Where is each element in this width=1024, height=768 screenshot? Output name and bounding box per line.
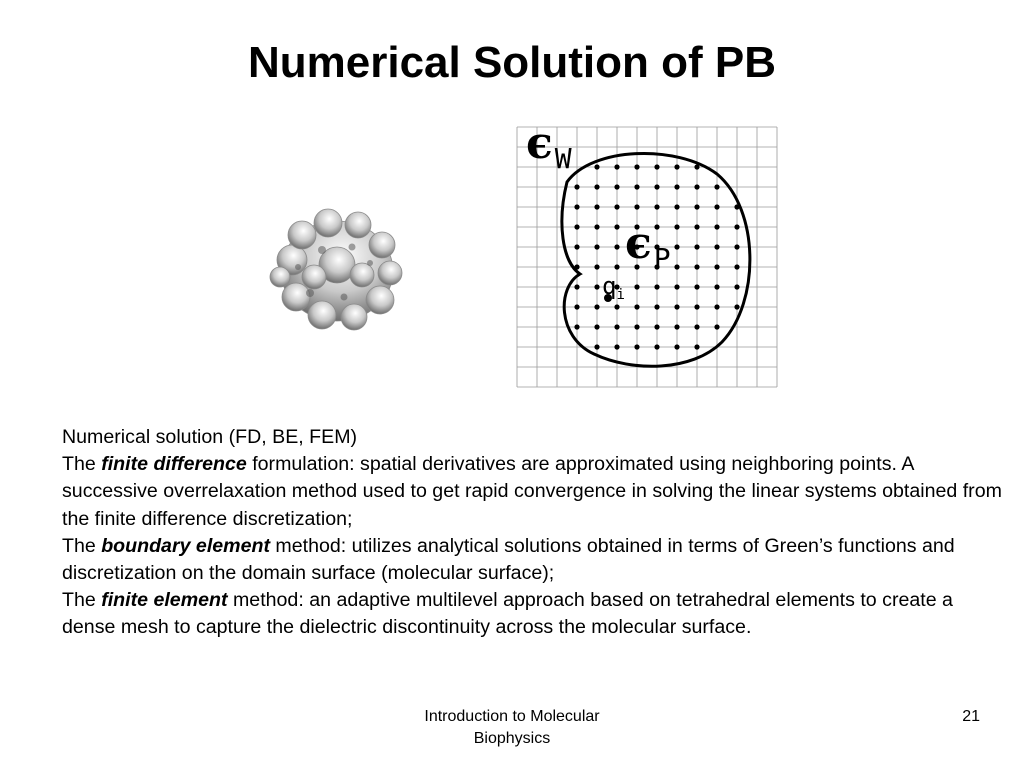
grid-point bbox=[694, 164, 699, 169]
grid-point bbox=[694, 304, 699, 309]
term-finite-difference: finite difference bbox=[101, 453, 247, 476]
grid-point bbox=[694, 184, 699, 189]
grid-point bbox=[714, 224, 719, 229]
grid-point bbox=[654, 324, 659, 329]
term-boundary-element: boundary element bbox=[101, 534, 270, 557]
grid-point bbox=[574, 264, 579, 269]
grid-point bbox=[634, 324, 639, 329]
grid-point bbox=[634, 344, 639, 349]
grid-point bbox=[594, 344, 599, 349]
body-line-methods: Numerical solution (FD, BE, FEM) bbox=[62, 426, 358, 448]
grid-point bbox=[594, 184, 599, 189]
grid-point bbox=[694, 284, 699, 289]
grid-point bbox=[594, 304, 599, 309]
grid-point bbox=[654, 344, 659, 349]
grid-point bbox=[634, 164, 639, 169]
grid-point bbox=[674, 184, 679, 189]
grid-point bbox=[654, 184, 659, 189]
grid-point bbox=[734, 264, 739, 269]
grid-point bbox=[694, 204, 699, 209]
grid-point bbox=[574, 324, 579, 329]
grid-point bbox=[654, 224, 659, 229]
grid-point bbox=[614, 164, 619, 169]
grid-point bbox=[714, 304, 719, 309]
slide-title: Numerical Solution of PB bbox=[247, 38, 777, 87]
grid-point bbox=[674, 304, 679, 309]
term-finite-element: finite element bbox=[101, 589, 228, 612]
grid-point bbox=[614, 264, 619, 269]
grid-point bbox=[594, 324, 599, 329]
grid-point bbox=[614, 204, 619, 209]
grid-point bbox=[694, 224, 699, 229]
grid-point bbox=[674, 244, 679, 249]
grid-point bbox=[694, 264, 699, 269]
grid-point bbox=[614, 244, 619, 249]
grid-point bbox=[574, 304, 579, 309]
grid-point bbox=[594, 204, 599, 209]
grid-point bbox=[714, 244, 719, 249]
grid-point bbox=[674, 164, 679, 169]
grid-point bbox=[714, 284, 719, 289]
grid-point bbox=[594, 264, 599, 269]
grid-point bbox=[634, 184, 639, 189]
grid-point bbox=[634, 204, 639, 209]
grid-point bbox=[674, 284, 679, 289]
grid-point bbox=[594, 284, 599, 289]
grid-point bbox=[574, 204, 579, 209]
grid-point bbox=[694, 344, 699, 349]
grid-point bbox=[714, 324, 719, 329]
footer-course-title: Introduction to Molecular Biophysics bbox=[424, 708, 600, 747]
grid-point bbox=[694, 244, 699, 249]
charge-label: qi bbox=[602, 272, 625, 303]
grid-point bbox=[674, 224, 679, 229]
grid-point bbox=[734, 204, 739, 209]
grid-point bbox=[614, 344, 619, 349]
grid-point bbox=[734, 244, 739, 249]
grid-point bbox=[714, 184, 719, 189]
grid-point bbox=[634, 304, 639, 309]
finite-difference-grid-figure bbox=[512, 122, 782, 392]
grid-point bbox=[734, 284, 739, 289]
grid-point bbox=[574, 184, 579, 189]
grid-point bbox=[594, 224, 599, 229]
grid-point bbox=[574, 284, 579, 289]
body-paragraph-finite-element: The finite element method: an adaptive multilevel approach based on tetrahedral elements to create a dense mesh to capture the dielectric discontinuity across the molecular surface. bbox=[62, 589, 953, 639]
grid-point bbox=[714, 264, 719, 269]
grid-point bbox=[674, 264, 679, 269]
body-paragraph-boundary-element: The boundary element method: utilizes analytical solutions obtained in terms of Green’s functions and discretization on the domain surface (molecular surface); bbox=[62, 534, 955, 585]
protein-dielectric-label: ϵP bbox=[625, 218, 671, 275]
body-text bbox=[62, 424, 1002, 642]
grid-point bbox=[654, 204, 659, 209]
grid-point bbox=[634, 284, 639, 289]
grid-point bbox=[594, 164, 599, 169]
grid-point bbox=[654, 164, 659, 169]
grid-point bbox=[734, 224, 739, 229]
grid-point bbox=[654, 304, 659, 309]
grid-point bbox=[674, 204, 679, 209]
grid-point bbox=[614, 184, 619, 189]
grid-point bbox=[654, 284, 659, 289]
protein-surface-image bbox=[262, 205, 412, 335]
page-number: 21 bbox=[962, 708, 980, 725]
grid-point bbox=[694, 324, 699, 329]
grid-point bbox=[614, 304, 619, 309]
grid-point bbox=[674, 324, 679, 329]
grid-point bbox=[614, 224, 619, 229]
solvent-dielectric-label: ϵW bbox=[526, 122, 572, 175]
grid-point bbox=[614, 324, 619, 329]
grid-point bbox=[734, 304, 739, 309]
grid-point bbox=[674, 344, 679, 349]
grid-point bbox=[594, 244, 599, 249]
body-paragraph-finite-difference: The finite difference formulation: spatial derivatives are approximated using neighboring points. A successive overrelaxation method used to get rapid convergence in solving the linear systems obtained from the finite difference discretization; bbox=[62, 453, 1002, 530]
grid-point bbox=[574, 244, 579, 249]
grid-point bbox=[714, 204, 719, 209]
grid-point bbox=[574, 224, 579, 229]
